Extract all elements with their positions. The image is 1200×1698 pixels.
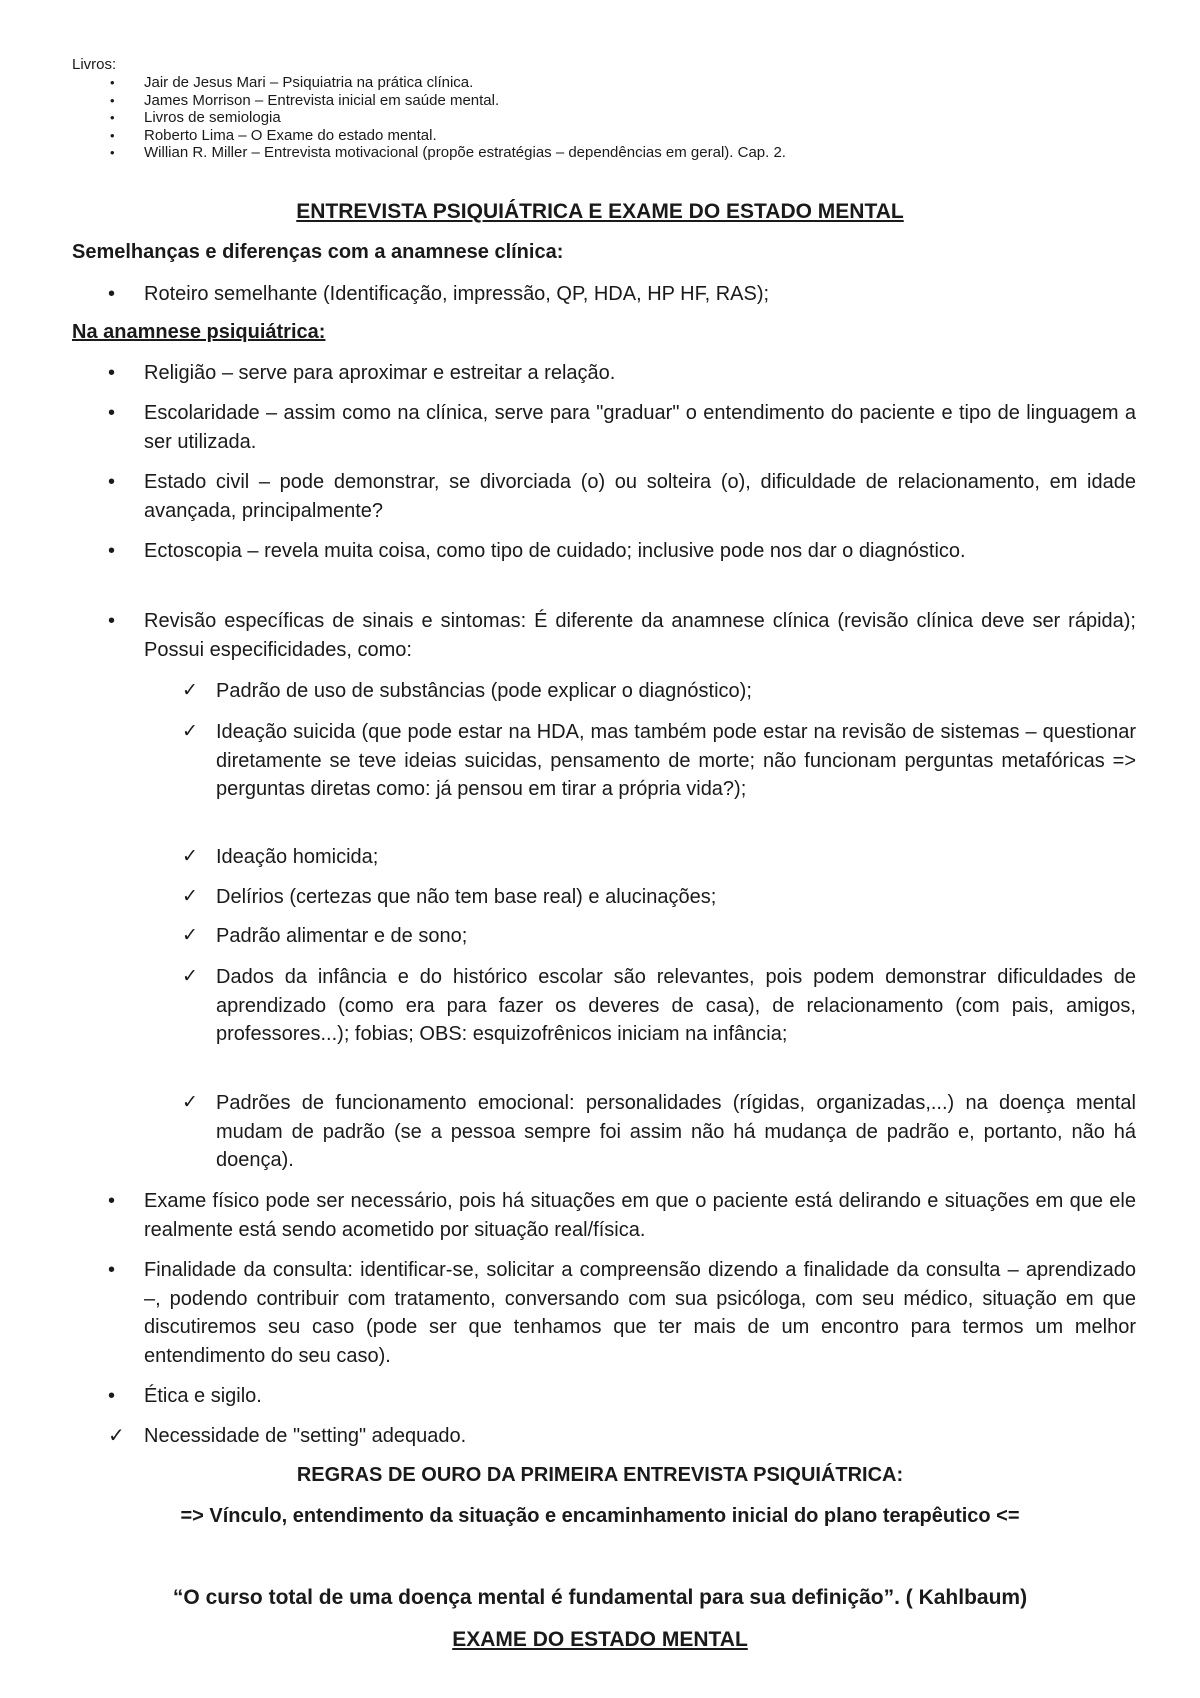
- golden-rules-heading: REGRAS DE OURO DA PRIMEIRA ENTREVISTA PSIQUIÁTRICA:: [296, 1464, 904, 1486]
- check-item: ✓ Ideação homicida;: [216, 843, 1136, 872]
- books-list: [72, 74, 786, 162]
- kahlbaum-quote: “O curso total de uma doença mental é fundamental para sua definição”. ( Kahlbaum): [172, 1586, 1028, 1609]
- check-item: ✓ Padrão de uso de substâncias (pode explicar o diagnóstico);: [216, 677, 1136, 706]
- bullet-icon: •: [110, 145, 115, 160]
- book-item: • Willian R. Miller – Entrevista motivacional (propõe estratégias – dependências em geral). Cap. 2.: [110, 144, 786, 161]
- list-item: • Roteiro semelhante (Identificação, impressão, QP, HDA, HP HF, RAS);: [144, 280, 1136, 309]
- bullet-icon: •: [110, 75, 115, 90]
- golden-rules-summary: => Vínculo, entendimento da situação e encaminhamento inicial do plano terapêutico <=: [180, 1505, 1020, 1527]
- check-icon: ✓: [182, 680, 198, 701]
- bullet-icon: •: [108, 402, 116, 424]
- bullet-icon: •: [108, 283, 116, 305]
- book-item: • Jair de Jesus Mari – Psiquiatria na prática clínica.: [110, 74, 474, 91]
- list-item: • Revisão específicas de sinais e sintomas: É diferente da anamnese clínica (revisão clínica deve ser rápida); Possui especificidades, como:: [144, 607, 1136, 664]
- book-item: • Livros de semiologia: [110, 109, 281, 126]
- mental-status-exam-heading: EXAME DO ESTADO MENTAL: [452, 1628, 748, 1651]
- bullet-icon: •: [108, 1190, 116, 1212]
- bullet-icon: •: [108, 540, 116, 562]
- check-icon: ✓: [108, 1425, 125, 1447]
- check-icon: ✓: [182, 1092, 198, 1113]
- books-label: Livros:: [72, 56, 117, 73]
- book-item: • Roberto Lima – O Exame do estado mental.: [110, 126, 437, 144]
- bullet-icon: •: [110, 127, 115, 143]
- check-icon: ✓: [182, 846, 198, 867]
- bullet-icon: •: [108, 610, 116, 632]
- bullet-icon: •: [108, 362, 116, 384]
- bullet-icon: •: [110, 92, 115, 108]
- list-item: • Finalidade da consulta: identificar-se, solicitar a compreensão dizendo a finalidade da consulta – aprendizado –, podendo contribuir com tratamento, conversando com sua psicóloga, com seu médico, situação em que discutiremos seu caso (pode ser que tenhamos que ter mais de um encontro para termos um melhor entendimento do seu caso).: [144, 1256, 1136, 1370]
- check-item: ✓ Padrão alimentar e de sono;: [216, 922, 1136, 951]
- check-item: ✓ Ideação suicida (que pode estar na HDA, mas também pode estar na revisão de sistemas – questionar diretamente se teve ideias suicidas, pensamento de morte; não funcionam perguntas metafóricas => perguntas diretas como: já pensou em tirar a própria vida?);: [216, 718, 1136, 804]
- bullet-icon: •: [108, 1385, 116, 1407]
- book-item: • James Morrison – Entrevista inicial em saúde mental.: [110, 91, 500, 109]
- list-item: • Ectoscopia – revela muita coisa, como tipo de cuidado; inclusive pode nos dar o diagnóstico.: [144, 537, 1136, 566]
- document-title: ENTREVISTA PSIQUIÁTRICA E EXAME DO ESTADO MENTAL: [296, 200, 904, 223]
- list-item: • Ética e sigilo.: [144, 1382, 1136, 1411]
- check-item: ✓ Dados da infância e do histórico escolar são relevantes, pois podem demonstrar dificuldades de aprendizado (como era para fazer os deveres de casa), de relacionamento (com pais, amigos, professores...); fobias; OBS: esquizofrênicos iniciam na infância;: [216, 963, 1136, 1049]
- list-item: • Religião – serve para aproximar e estreitar a relação.: [144, 359, 1136, 388]
- check-icon: ✓: [182, 966, 198, 987]
- check-item: ✓ Delírios (certezas que não tem base real) e alucinações;: [216, 883, 1136, 912]
- check-icon: ✓: [182, 925, 198, 946]
- check-item: ✓ Padrões de funcionamento emocional: personalidades (rígidas, organizadas,...) na doença mental mudam de padrão (se a pessoa sempre foi assim não há mudança de padrão e, portanto, não há doença).: [216, 1089, 1136, 1175]
- list-item: • Estado civil – pode demonstrar, se divorciada (o) ou solteira (o), dificuldade de relacionamento, em idade avançada, principalmente?: [144, 468, 1136, 525]
- list-item: • Exame físico pode ser necessário, pois há situações em que o paciente está delirando e situações em que ele realmente está sendo acometido por situação real/física.: [144, 1187, 1136, 1244]
- check-item: ✓ Necessidade de "setting" adequado.: [144, 1422, 1136, 1451]
- section-heading-similarities: Semelhanças e diferenças com a anamnese clínica:: [72, 241, 564, 263]
- bullet-icon: •: [108, 1259, 116, 1281]
- section-heading-psychiatric-anamnesis: Na anamnese psiquiátrica:: [72, 321, 326, 343]
- bullet-icon: •: [110, 110, 115, 125]
- check-icon: ✓: [182, 721, 198, 742]
- check-icon: ✓: [182, 886, 198, 907]
- bullet-icon: •: [108, 471, 116, 493]
- list-item: • Escolaridade – assim como na clínica, serve para "graduar" o entendimento do paciente e tipo de linguagem a ser utilizada.: [144, 399, 1136, 456]
